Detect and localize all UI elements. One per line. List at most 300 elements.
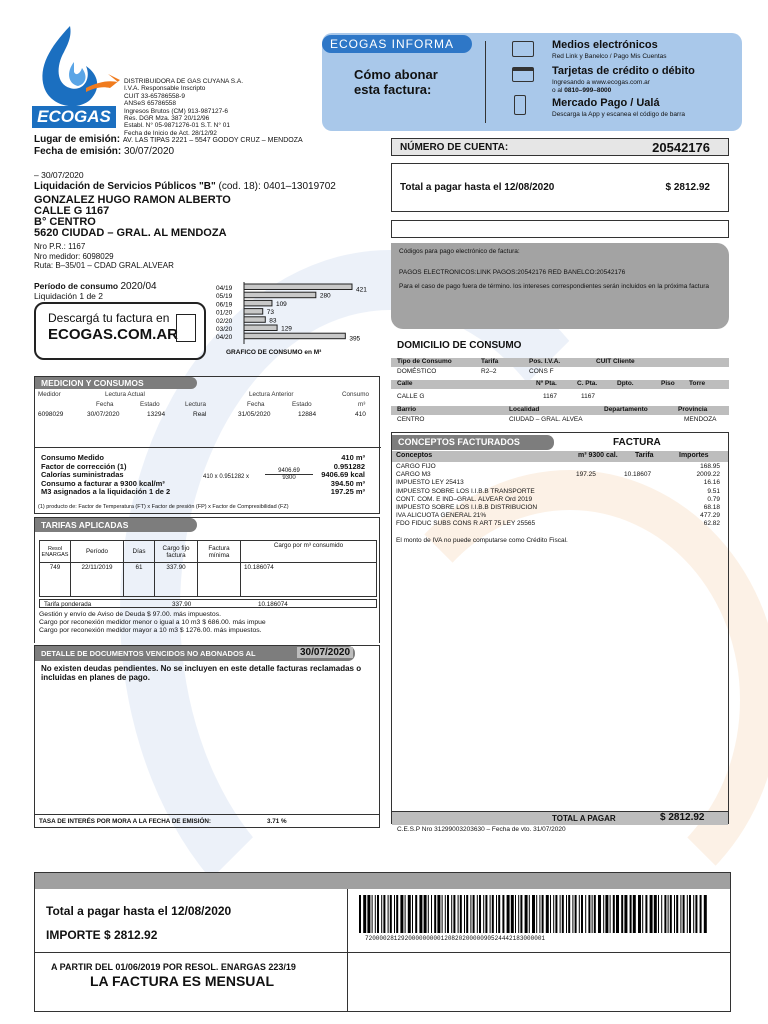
interest-row: [35, 814, 379, 828]
calc-value: 394.50 m³: [330, 478, 365, 488]
info-item-sub: Ingresando a www.ecogas.com.ar: [552, 79, 650, 86]
barcode-bar: [383, 895, 385, 933]
emission-place: [34, 134, 303, 145]
tariff-note: Cargo por reconexión medidor menor o igual a 10 m3 $ 686.00. más impue: [39, 619, 266, 626]
stub-mid-divider: [35, 952, 730, 953]
tariffs-table: [39, 540, 377, 597]
cell: 1167: [581, 393, 595, 400]
col-consumo: Consumo: [342, 391, 369, 398]
barcode-bar: [525, 895, 528, 933]
barcode-bar: [485, 895, 487, 933]
barcode-bar: [388, 895, 389, 933]
chart-bar: [244, 317, 265, 323]
barcode-bar: [603, 895, 604, 933]
barcode-bar: [377, 895, 379, 933]
calc-label: Factor de corrección (1): [41, 461, 127, 471]
col-tarifa: Tarifa: [635, 452, 654, 459]
barcode-bar: [408, 895, 411, 933]
cell: CENTRO: [397, 416, 425, 423]
col-calle: Calle: [397, 380, 413, 387]
info-item-title: Tarjetas de crédito o débito: [552, 65, 695, 77]
barcode-bar: [424, 895, 427, 933]
cell: 10.186074: [241, 563, 377, 597]
barcode-bar: [555, 895, 557, 933]
barcode-bar: [585, 895, 586, 933]
col-pos-iva: Pos. I.V.A.: [529, 358, 561, 365]
emission-place-value: AV. LAS TIPAS 2221 – 5547 GODOY CRUZ – MENDOZA: [122, 137, 303, 144]
cell: CALLE G: [397, 393, 425, 400]
company-line: Res. DGR Mza. 387 20/12/96: [124, 115, 210, 123]
calc-value: 410 m³: [341, 453, 365, 462]
cell: 61: [124, 563, 155, 597]
informa-title: Cómo abonar esta factura:: [354, 67, 438, 97]
barcode-bar: [546, 895, 549, 933]
customer-district: B° CENTRO: [34, 216, 96, 228]
cell: 31/05/2020: [238, 411, 271, 418]
formula-fraction: [265, 468, 313, 481]
tariffs-box: [34, 517, 380, 643]
calc-label: Consumo a facturar a 9300 kcal/m³: [41, 478, 165, 488]
th: Resol ENARGAS: [40, 541, 71, 563]
phone-prefix: o al: [552, 87, 565, 94]
tariff-note: Cargo por reconexión medidor mayor a 10 m3 $ 1276.00. más impuestos.: [39, 627, 262, 634]
chart-value-label: 280: [319, 292, 331, 300]
concept-cell: IVA ALICUOTA GENERAL 21%: [396, 512, 487, 520]
barcode-bar: [592, 895, 593, 933]
barcode-bar: [695, 895, 697, 933]
barcode-bar: [579, 895, 580, 933]
barcode-bar: [588, 895, 590, 933]
barcode-bar: [375, 895, 376, 933]
barcode-bar: [553, 895, 554, 933]
tariffs-row: [40, 563, 377, 597]
concept-cell: 197.25: [576, 471, 596, 479]
cell: 749: [40, 563, 71, 597]
barcode-bar: [394, 895, 395, 933]
barcode-bar: [621, 895, 623, 933]
download-line2: ECOGAS.COM.AR: [48, 326, 179, 343]
barcode-bar: [598, 895, 601, 933]
barcode-bar: [668, 895, 669, 933]
chart-category-label: 04/20: [216, 334, 233, 342]
domicile-head-row: [391, 380, 729, 389]
tariffs-head-row: [40, 541, 377, 563]
barcode-bar: [400, 895, 403, 933]
chart-category-label: 02/20: [216, 317, 233, 325]
company-line: Establ. N° 05-9871276-01 S.T. N° 01: [124, 122, 231, 130]
overdue-text: No existen deudas pendientes. No se incluyen en este detalle facturas reclamadas o incluidas en planes de pago.: [41, 664, 362, 682]
computer-icon: [512, 41, 534, 57]
barcode-bar: [390, 895, 392, 933]
stub-left-divider: [347, 889, 348, 1011]
domicile-title: DOMICILIO DE CONSUMO: [397, 340, 522, 351]
tariffs-header: TARIFAS APLICADAS: [35, 518, 197, 532]
barcode-bar: [428, 895, 429, 933]
stub-header-bar: [35, 873, 730, 889]
stub-amount: IMPORTE $ 2812.92: [46, 928, 158, 942]
chart-value-label: 73: [266, 309, 274, 317]
weighted-m3: 10.186074: [258, 601, 288, 608]
barcode-bar: [610, 895, 611, 933]
concept-cell: IMPUESTO LEY 25413: [396, 479, 464, 487]
account-number: 20542176: [652, 140, 710, 155]
payment-stub: [34, 872, 731, 1012]
barcode-bar: [460, 895, 462, 933]
barcode-bar: [447, 895, 449, 933]
weighted-fixed: 337.90: [172, 601, 192, 608]
chart-category-label: 05/19: [216, 293, 233, 301]
col-cpta: C. Pta.: [577, 380, 598, 387]
barcode-bar: [367, 895, 370, 933]
chart-value-label: 83: [269, 317, 277, 325]
measurement-footnote: (1) producto de: Factor de Temperatura (FT) x Factor de presión (FP) x Factor de Compresibilidad (FZ): [38, 504, 289, 510]
credit-card-icon: [512, 67, 534, 82]
total-top-label: Total a pagar hasta el 12/08/2020: [400, 182, 555, 193]
domicile-table: [391, 358, 729, 425]
barcode-bar: [560, 895, 561, 933]
th: Cargo por m³ consumido: [241, 541, 377, 563]
col-tarifa: Tarifa: [481, 358, 499, 365]
download-line1: Descargá tu factura en: [48, 311, 170, 325]
col-estado-ant: Estado: [292, 401, 312, 408]
barcode-bar: [451, 895, 452, 933]
col-m3: m³: [358, 401, 366, 408]
barcode-number: 72000028129200000000012082020000090524442183000001: [365, 935, 546, 942]
barcode-bar: [453, 895, 455, 933]
customer-address: [34, 195, 231, 239]
concept-row: [392, 463, 728, 471]
formula-left: 410 x 0.951282 x: [203, 474, 250, 480]
monthly-line2: LA FACTURA ES MENSUAL: [90, 973, 275, 989]
barcode-bar: [581, 895, 583, 933]
barcode-bar: [496, 895, 497, 933]
document-download-icon: [176, 314, 196, 342]
concepts-header: CONCEPTOS FACTURADOS: [392, 435, 554, 450]
barcode-bar: [396, 895, 398, 933]
total-top-value: $ 2812.92: [665, 182, 710, 193]
company-line: Fecha de Inicio de Act. 28/12/92: [124, 129, 217, 137]
cell: CONS F: [529, 368, 554, 375]
th: Factura mínima: [198, 541, 241, 563]
chart-category-label: 06/19: [216, 301, 233, 309]
cell: 410: [355, 411, 366, 418]
barcode-bar: [381, 895, 382, 933]
liquidation-count: Liquidación 1 de 2: [34, 291, 104, 301]
barcode-bar: [372, 895, 373, 933]
monthly-line1: A PARTIR DEL 01/06/2019 POR RESOL. ENARGAS 223/19: [51, 962, 296, 972]
overdue-box: [34, 645, 380, 828]
concept-cell: 10.18607: [624, 471, 652, 479]
barcode-bar: [624, 895, 627, 933]
barcode-bar: [645, 895, 647, 933]
overdue-header-text: DETALLE DE DOCUMENTOS VENCIDOS NO ABONADOS AL: [41, 649, 256, 658]
barcode-bar: [670, 895, 672, 933]
col-pta: Nº Pta.: [536, 380, 557, 387]
weighted-label: Tarifa ponderada: [44, 601, 92, 608]
payment-codes-title: Códigos para pago electrónico de factura:: [399, 248, 520, 255]
barcode-bar: [676, 895, 678, 933]
col-estado: Estado: [140, 401, 160, 408]
cell: [198, 563, 241, 597]
liq-code: (cod. 18): 0401–13019702: [215, 181, 336, 192]
ecogas-informa-panel: [322, 33, 742, 131]
cell: 6098029: [38, 411, 64, 418]
chart-category-label: 01/20: [216, 309, 233, 317]
cell: MENDOZA: [684, 416, 717, 423]
barcode-bar: [502, 895, 504, 933]
chart-bar: [244, 284, 352, 290]
barcode-bar: [630, 895, 632, 933]
company-line: CUIT 33-65786558-9: [124, 92, 185, 100]
info-item-title: Mercado Pago / Ualá: [552, 97, 660, 109]
cell: 1167: [543, 393, 557, 400]
total-label: TOTAL A PAGAR: [552, 814, 616, 823]
domicile-row: [391, 389, 729, 403]
barcode-bar: [442, 895, 443, 933]
company-line: Ingresos Brutos (CM) 913-987127-6: [124, 107, 229, 115]
barcode-bar: [566, 895, 567, 933]
concept-cell: 62.82: [703, 520, 720, 528]
customer-route: Ruta: B–35/01 – CDAD GRAL.ALVEAR: [34, 261, 174, 270]
concepts-rows: [392, 463, 728, 529]
concept-row: [392, 496, 728, 504]
barcode-bar: [661, 895, 662, 933]
consumption-chart: [214, 280, 384, 346]
col-piso: Piso: [661, 380, 675, 387]
iva-note: El monto de IVA no puede computarse como Crédito Fiscal.: [396, 537, 568, 544]
barcode-bar: [415, 895, 417, 933]
barcode-bar: [704, 895, 707, 933]
formula: [203, 468, 300, 481]
concept-cell: 68.18: [703, 503, 720, 511]
total-value: $ 2812.92: [660, 812, 705, 823]
barcode-bar: [689, 895, 691, 933]
barcode-bar: [412, 895, 413, 933]
barcode-bar: [605, 895, 608, 933]
emission-date-value: 30/07/2020: [124, 146, 175, 157]
customer-name: GONZALEZ HUGO RAMON ALBERTO: [34, 194, 231, 206]
barcode-bar: [363, 895, 366, 933]
barcode-bar: [539, 895, 540, 933]
calc-row: [41, 488, 365, 497]
barcode-bar: [550, 895, 551, 933]
payment-codes-line: PAGOS ELECTRONICOS:LINK PAGOS:20542176 RED BANELCO:20542176: [399, 269, 626, 276]
chart-bar: [244, 333, 345, 339]
emission-date-label: Fecha de emisión:: [34, 146, 122, 157]
barcode-bar: [536, 895, 537, 933]
barcode-bar: [434, 895, 436, 933]
tariff-notes: [39, 611, 266, 635]
account-box: [391, 138, 729, 156]
ecogas-logo: [30, 22, 120, 132]
calc-label: Calorías suministradas: [41, 470, 124, 479]
company-line: ANSeS 65786558: [124, 100, 177, 108]
barcode-bar: [507, 895, 510, 933]
col-medidor: Medidor: [38, 391, 61, 398]
barcode-bar: [479, 895, 481, 933]
barcode-bar: [511, 895, 514, 933]
chart-value-label: 109: [275, 300, 287, 308]
barcode-bar: [638, 895, 641, 933]
chart-value-label: 421: [356, 286, 367, 294]
company-line: I.V.A. Responsable Inscripto: [124, 85, 206, 93]
customer-pr: Nro P.R.: 1167: [34, 242, 86, 251]
barcode-bar: [405, 895, 406, 933]
barcode-bar: [642, 895, 643, 933]
download-invoice-box[interactable]: [34, 302, 206, 360]
barcode-bar: [687, 895, 688, 933]
barcode-bar: [693, 895, 694, 933]
measurement-divider: [35, 447, 381, 448]
cell: DOMÉSTICO: [397, 368, 437, 375]
period-label: Período de consumo: [34, 281, 121, 291]
concept-cell: IMPUESTO SOBRE LOS I.I.B.B DISTRIBUCION: [396, 503, 538, 511]
col-cuit: CUIT Cliente: [596, 358, 635, 365]
concept-cell: CONT. COM. E IND–GRAL. ALVEAR Ord 2019: [396, 495, 533, 503]
formula-den: 9300: [282, 475, 296, 481]
col-conceptos: Conceptos: [396, 452, 433, 459]
barcode-bar: [518, 895, 519, 933]
barcode-bar: [466, 895, 468, 933]
cell: Real: [193, 411, 207, 418]
concept-cell: 0.79: [707, 495, 720, 503]
barcode-bar: [490, 895, 491, 933]
col-importes: Importes: [679, 452, 709, 459]
cell: 13294: [147, 411, 166, 418]
payment-codes-note: Para el caso de pago fuera de término. los intereses correspondientes serán incluidos en la próxima factura: [399, 283, 710, 290]
barcode-bar: [613, 895, 615, 933]
concepts-head-row: [392, 451, 728, 462]
col-provincia: Provincia: [678, 406, 708, 413]
period-value: 2020/04: [120, 281, 157, 292]
barcode-bar: [680, 895, 681, 933]
cell: 30/07/2020: [87, 411, 120, 418]
cell: CIUDAD – GRAL. ALVEA: [509, 416, 583, 423]
concept-cell: FDO FIDUC SUBS CONS R ART 75 LEY 25565: [396, 520, 536, 528]
informa-header: ECOGAS INFORMA: [322, 35, 472, 53]
col-tipo: Tipo de Consumo: [397, 358, 452, 365]
liq-period: – 30/07/2020: [34, 170, 84, 180]
emission-date: [34, 146, 174, 157]
barcode-bar: [515, 895, 516, 933]
calc-value: 197.25 m³: [330, 487, 365, 496]
phone-number: 0810–999–8000: [564, 87, 612, 94]
overdue-header: [35, 646, 355, 661]
cell: R2–2: [481, 368, 497, 375]
interest-value: 3.71 %: [267, 818, 287, 825]
th: Cargo fijo factura: [155, 541, 198, 563]
barcode-bar: [658, 895, 659, 933]
customer-street: CALLE G 1167: [34, 205, 110, 217]
barcode-bar: [683, 895, 685, 933]
barcode-bar: [700, 895, 702, 933]
chart-bar: [244, 325, 277, 331]
barcode-bar: [562, 895, 564, 933]
payment-codes-panel: [391, 243, 729, 329]
col-departamento: Departamento: [604, 406, 648, 413]
col-fecha-ant: Fecha: [247, 401, 265, 408]
barcode-bar: [473, 895, 475, 933]
calc-label: M3 asignados a la liquidación 1 de 2: [41, 487, 171, 496]
barcode-bar: [431, 895, 432, 933]
barcode-bar: [458, 895, 459, 933]
barcode-bar: [483, 895, 484, 933]
barcode-bar: [664, 895, 666, 933]
chart-bar: [244, 309, 263, 315]
measurement-box: [34, 376, 380, 514]
domicile-row: [391, 367, 729, 378]
barcode-bar: [470, 895, 471, 933]
domicile-head-row: [391, 406, 729, 415]
col-localidad: Localidad: [509, 406, 540, 413]
barcode-bar: [532, 895, 535, 933]
col-dpto: Dpto.: [617, 380, 634, 387]
concept-row: [392, 471, 728, 479]
calc-label: Consumo Medido: [41, 453, 104, 462]
concept-cell: 477.29: [700, 512, 720, 520]
panel-divider: [485, 41, 486, 123]
domicile-row: [391, 415, 729, 425]
info-item-sub: Red Link y Banelco / Pago Mis Cuentas: [552, 53, 667, 60]
weighted-row: [39, 599, 377, 608]
concept-row: [392, 479, 728, 487]
cell: 12884: [298, 411, 317, 418]
barcode-bar: [359, 895, 361, 933]
company-line: DISTRIBUIDORA DE GAS CUYANA S.A.: [124, 78, 244, 85]
cell: 22/11/2019: [71, 563, 124, 597]
chart-value-label: 129: [281, 325, 292, 333]
col-torre: Torre: [689, 380, 706, 387]
formula-num: 9406.69: [265, 468, 313, 475]
col-lectura: Lectura: [185, 401, 207, 408]
concept-cell: 9.51: [707, 487, 720, 495]
info-item-sub: Descarga la App y escanea el código de barra: [552, 111, 685, 118]
barcode-bar: [616, 895, 619, 933]
info-item-phone: [552, 87, 611, 94]
concept-row: [392, 520, 728, 528]
barcode-bar: [445, 895, 446, 933]
liq-title: Liquidación de Servicios Públicos "B": [34, 181, 216, 192]
barcode-bar: [633, 895, 636, 933]
barcode-bar: [572, 895, 573, 933]
calc-value: 9406.69 kcal: [321, 470, 365, 479]
barcode-bar: [654, 895, 657, 933]
chart-category-label: 04/19: [216, 285, 233, 292]
barcode-bar: [568, 895, 570, 933]
concept-row: [392, 512, 728, 520]
tariff-note: Gestión y envío de Aviso de Deuda $ 97.00. más impuestos.: [39, 611, 221, 618]
logo-text: ECOGAS: [32, 106, 116, 128]
customer-meta: [34, 242, 174, 271]
company-info: [124, 78, 243, 137]
chart-title: GRAFICO DE CONSUMO en M³: [226, 349, 322, 356]
interest-label: TASA DE INTERÉS POR MORA A LA FECHA DE EMISIÓN:: [39, 818, 212, 825]
customer-city: 5620 CIUDAD – GRAL. AL MENDOZA: [34, 227, 227, 239]
concept-cell: IMPUESTO SOBRE LOS I.I.B.B TRANSPORTE: [396, 487, 535, 495]
col-m3: m³ 9300 cal.: [578, 452, 618, 459]
barcode-bar: [520, 895, 522, 933]
concepts-box: [391, 432, 729, 824]
chart-bar: [244, 300, 272, 306]
cell: 337.90: [155, 563, 198, 597]
barcode-bar: [492, 895, 494, 933]
chart-bar: [244, 292, 316, 298]
col-fecha: Fecha: [96, 401, 114, 408]
barcode-bar: [419, 895, 422, 933]
col-lectura-actual: Lectura Actual: [105, 391, 145, 398]
barcode-bar: [464, 895, 465, 933]
concept-cell: CARGO FIJO: [396, 463, 436, 470]
